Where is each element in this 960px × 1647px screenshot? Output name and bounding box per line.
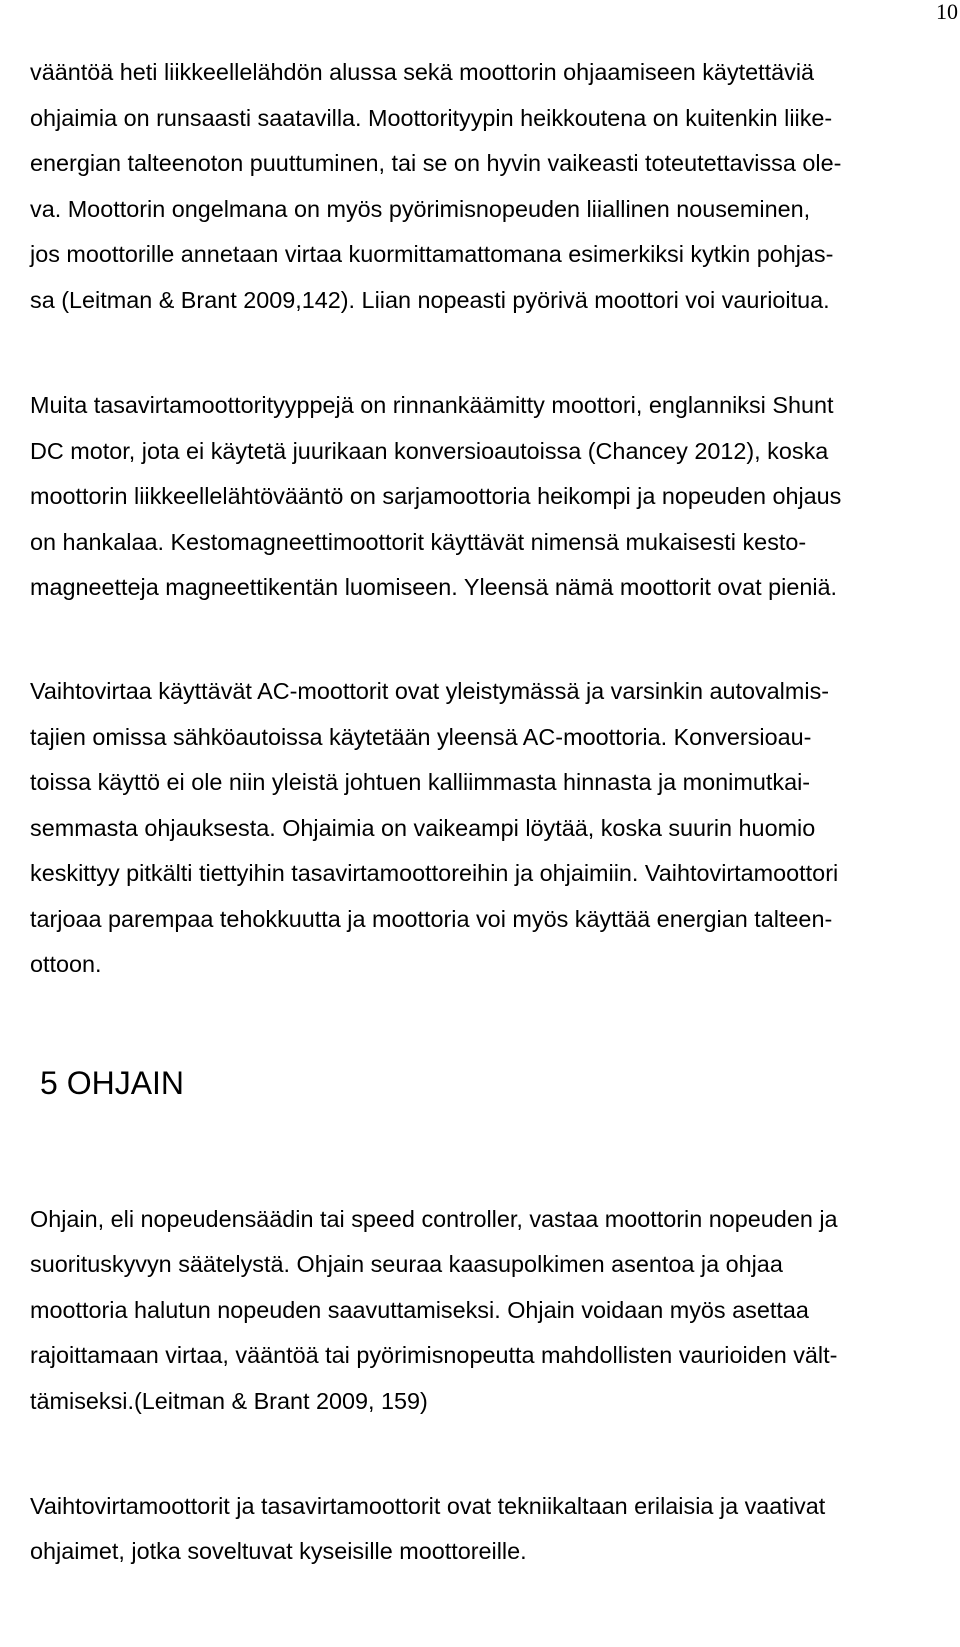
text-line: keskittyy pitkälti tiettyihin tasavirtamoottoreihin ja ohjaimiin. Vaihtovirtamoottori bbox=[30, 860, 839, 886]
text-line: moottorin liikkeellelähtövääntö on sarjamoottoria heikompi ja nopeuden ohjaus bbox=[30, 483, 842, 509]
text-line: energian talteenoton puuttuminen, tai se on hyvin vaikeasti toteutettavissa ole- bbox=[30, 150, 842, 176]
text-line: magneetteja magneettikentän luomiseen. Yleensä nämä moottorit ovat pieniä. bbox=[30, 574, 838, 600]
text-line: tämiseksi.(Leitman & Brant 2009, 159) bbox=[30, 1388, 428, 1414]
text-line: ohjaimet, jotka soveltuvat kyseisille moottoreille. bbox=[30, 1538, 527, 1564]
text-line: vääntöä heti liikkeellelähdön alussa sekä moottorin ohjaamiseen käytettäviä bbox=[30, 59, 815, 85]
text-line: tajien omissa sähköautoissa käytetään yleensä AC-moottoria. Konversioau- bbox=[30, 724, 812, 750]
text-line: jos moottorille annetaan virtaa kuormittamattomana esimerkiksi kytkin pohjas- bbox=[30, 241, 834, 267]
text-line: ohjaimia on runsaasti saatavilla. Moottorityypin heikkoutena on kuitenkin liike- bbox=[30, 105, 833, 131]
text-line: DC motor, jota ei käytetä juurikaan konversioautoissa (Chancey 2012), koska bbox=[30, 438, 829, 464]
text-line: sa (Leitman & Brant 2009,142). Liian nopeasti pyörivä moottori voi vaurioitua. bbox=[30, 287, 830, 313]
section-heading: 5 OHJAIN bbox=[40, 1065, 185, 1101]
text-line: rajoittamaan virtaa, vääntöä tai pyörimisnopeutta mahdollisten vaurioiden vält- bbox=[30, 1342, 838, 1368]
text-line: va. Moottorin ongelmana on myös pyörimisnopeuden liiallinen nouseminen, bbox=[30, 196, 811, 222]
text-line: Muita tasavirtamoottorityyppejä on rinnankäämitty moottori, englanniksi Shunt bbox=[30, 392, 834, 418]
text-line: suorituskyvyn säätelystä. Ohjain seuraa kaasupolkimen asentoa ja ohjaa bbox=[30, 1251, 783, 1277]
text-line: on hankalaa. Kestomagneettimoottorit käyttävät nimensä mukaisesti kesto- bbox=[30, 529, 807, 555]
text-line: Vaihtovirtamoottorit ja tasavirtamoottorit ovat tekniikaltaan erilaisia ja vaativat bbox=[30, 1493, 826, 1519]
text-line: moottoria halutun nopeuden saavuttamiseksi. Ohjain voidaan myös asettaa bbox=[30, 1297, 809, 1323]
text-line: Ohjain, eli nopeudensäädin tai speed controller, vastaa moottorin nopeuden ja bbox=[30, 1206, 838, 1232]
page-number: 10 bbox=[936, 0, 958, 24]
text-line: Vaihtovirtaa käyttävät AC-moottorit ovat yleistymässä ja varsinkin autovalmis- bbox=[30, 678, 830, 704]
text-line: toissa käyttö ei ole niin yleistä johtuen kalliimmasta hinnasta ja monimutkai- bbox=[30, 769, 811, 795]
text-line: semmasta ohjauksesta. Ohjaimia on vaikeampi löytää, koska suurin huomio bbox=[30, 815, 816, 841]
text-line: tarjoaa parempaa tehokkuutta ja moottoria voi myös käyttää energian talteen- bbox=[30, 906, 833, 932]
text-line: ottoon. bbox=[30, 951, 102, 977]
